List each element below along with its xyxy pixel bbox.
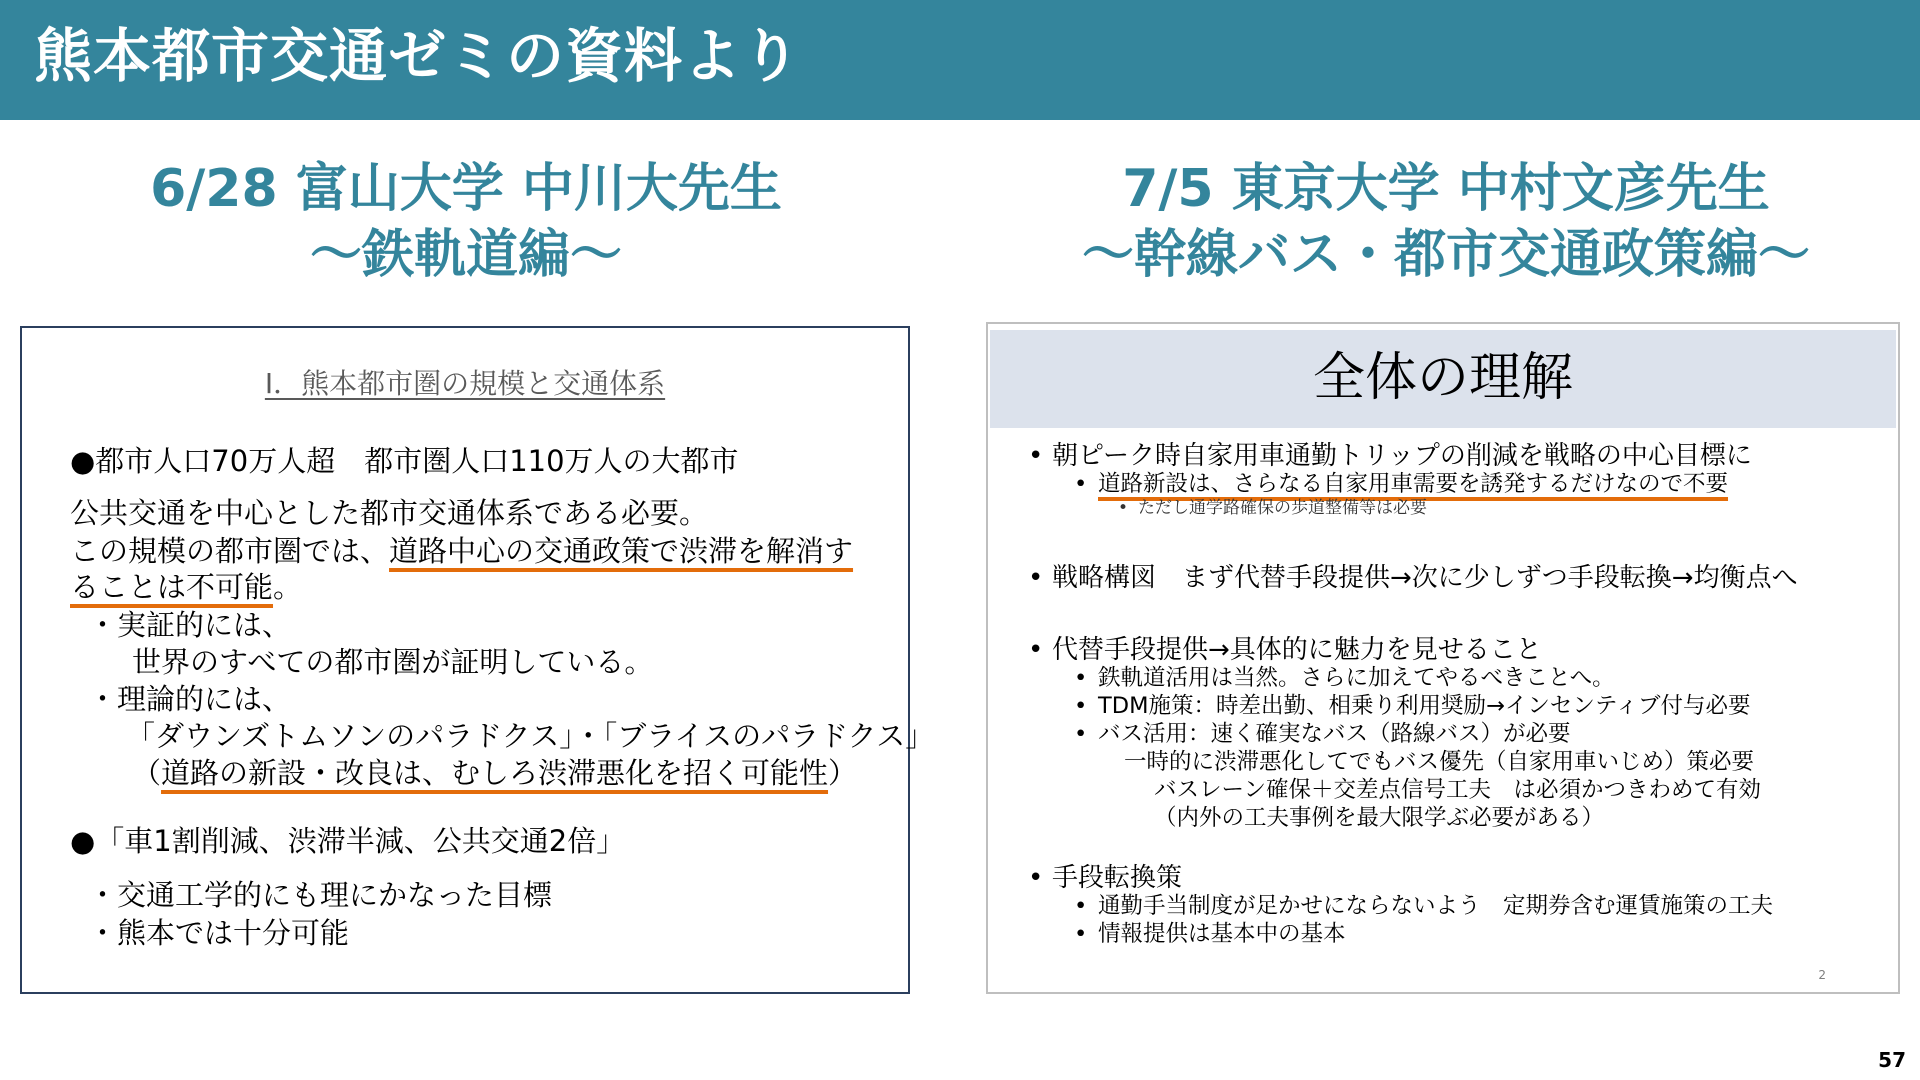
- left-lecture-heading: [20, 156, 912, 288]
- left-slide-line-b-highlight: 道路中心の交通政策で渋滞を解消す: [389, 534, 854, 568]
- right-slide-title: 全体の理解: [1312, 348, 1573, 408]
- bullet-icon: •: [1028, 635, 1044, 665]
- left-lecture-date-speaker: 6/28 富山大学 中川大先生: [150, 159, 782, 219]
- left-slide-line-c: [70, 568, 302, 606]
- right-lecture-date-speaker: 7/5 東京大学 中村文彦先生: [1122, 159, 1770, 219]
- left-slide-line-c-post: 。: [273, 570, 303, 604]
- left-slide-line-h-post: ）: [828, 756, 858, 790]
- left-slide-line-i: ・交通工学的にも理にかなった目標: [88, 878, 553, 912]
- right-slide-item-2-text: 戦略構図 まず代替手段提供→次に少しずつ手段転換→均衡点へ: [1052, 563, 1798, 593]
- right-slide-item-3e: バスレーン確保＋交差点信号工夫 は必須かつきわめて有効: [1154, 777, 1762, 803]
- left-slide-point-2: ●「車1割削減、渋滞半減、公共交通2倍」: [70, 824, 626, 858]
- right-slide-item-1b-text: ただし通学路確保の歩道整備等は必要: [1138, 498, 1427, 518]
- right-slide-item-4-text: 手段転換策: [1052, 863, 1183, 893]
- right-slide-item-3b: [1074, 692, 1751, 720]
- right-slide-item-3: [1028, 634, 1542, 666]
- left-slide-point-1: ●都市人口70万人超 都市圏人口110万人の大都市: [70, 444, 739, 478]
- right-slide-item-1b: [1118, 498, 1427, 518]
- bullet-icon: •: [1118, 498, 1129, 518]
- left-slide-line-c-highlight: ることは不可能: [70, 570, 274, 604]
- left-lecture-topic: ～鉄軌道編～: [309, 225, 622, 285]
- right-slide-item-3a: [1074, 664, 1615, 692]
- right-lecture-topic: ～幹線バス・都市交通政策編～: [1081, 225, 1810, 285]
- page-number: 57: [1878, 1048, 1906, 1072]
- bullet-icon: •: [1074, 921, 1088, 947]
- left-slide-line-b: [70, 532, 853, 570]
- bullet-icon: •: [1074, 893, 1088, 919]
- right-slide-item-1: [1028, 440, 1752, 472]
- left-slide-line-h: [132, 754, 857, 792]
- right-slide-item-3f: （内外の工夫事例を最大限学ぶ必要がある）: [1154, 805, 1605, 831]
- right-slide-item-4b-text: 情報提供は基本中の基本: [1098, 921, 1346, 947]
- bullet-icon: •: [1028, 563, 1044, 593]
- right-slide-item-4a: [1074, 892, 1773, 920]
- left-slide-line-g: 「ダウンズトムソンのパラドクス」・「ブライスのパラドクス」: [126, 719, 935, 753]
- right-slide-title-band: [990, 330, 1896, 428]
- right-slide-item-3c: [1074, 720, 1571, 748]
- bullet-icon: •: [1074, 471, 1088, 497]
- left-slide-line-a: 公共交通を中心とした都市交通体系である必要。: [70, 496, 709, 530]
- left-slide-title: Ⅰ．熊本都市圏の規模と交通体系: [264, 367, 666, 400]
- left-slide-line-h-pre: （: [132, 756, 162, 790]
- right-lecture-heading: [986, 156, 1906, 288]
- right-slide-item-4: [1028, 862, 1182, 894]
- right-slide-item-2: [1028, 562, 1798, 594]
- left-slide-line-b-pre: この規模の都市圏では、: [70, 534, 390, 568]
- bullet-icon: •: [1074, 665, 1088, 691]
- left-slide-line-j: ・熊本では十分可能: [88, 916, 350, 950]
- right-slide-item-3d: 一時的に渋滞悪化してでもバス優先（自家用車いじめ）策必要: [1124, 749, 1755, 775]
- right-slide-item-3b-text: TDM施策：時差出勤、相乗り利用奨励→インセンティブ付与必要: [1098, 693, 1751, 719]
- right-slide-item-3c-text: バス活用：速く確実なバス（路線バス）が必要: [1098, 721, 1571, 747]
- bullet-icon: •: [1028, 441, 1044, 471]
- header-bar: [0, 0, 1920, 120]
- bullet-icon: •: [1074, 721, 1088, 747]
- left-slide-line-f: ・理論的には、: [88, 682, 292, 716]
- left-slide-line-d: ・実証的には、: [88, 608, 292, 642]
- page-title: 熊本都市交通ゼミの資料より: [34, 22, 802, 90]
- bullet-icon: •: [1028, 863, 1044, 893]
- right-slide-item-3a-text: 鉄軌道活用は当然。さらに加えてやるべきことへ。: [1098, 665, 1615, 691]
- right-slide-item-4a-text: 通勤手当制度が足かせにならないよう 定期券含む運賃施策の工夫: [1098, 893, 1774, 919]
- left-slide-image: [20, 326, 935, 994]
- left-slide-line-e: 世界のすべての都市圏が証明している。: [132, 645, 654, 679]
- right-slide-item-4b: [1074, 920, 1346, 948]
- right-slide-item-1-text: 朝ピーク時自家用車通勤トリップの削減を戦略の中心目標に: [1052, 441, 1752, 471]
- right-slide-image: [986, 322, 1900, 994]
- left-slide-line-h-highlight: 道路の新設・改良は、むしろ渋滞悪化を招く可能性: [161, 756, 829, 790]
- right-slide-item-1a: [1074, 470, 1728, 498]
- bullet-icon: •: [1074, 693, 1088, 719]
- right-slide-item-3-text: 代替手段提供→具体的に魅力を見せること: [1052, 635, 1542, 665]
- right-slide-item-1a-text: 道路新設は、さらなる自家用車需要を誘発するだけなので不要: [1098, 471, 1729, 497]
- right-slide-page-number: 2: [1818, 968, 1826, 982]
